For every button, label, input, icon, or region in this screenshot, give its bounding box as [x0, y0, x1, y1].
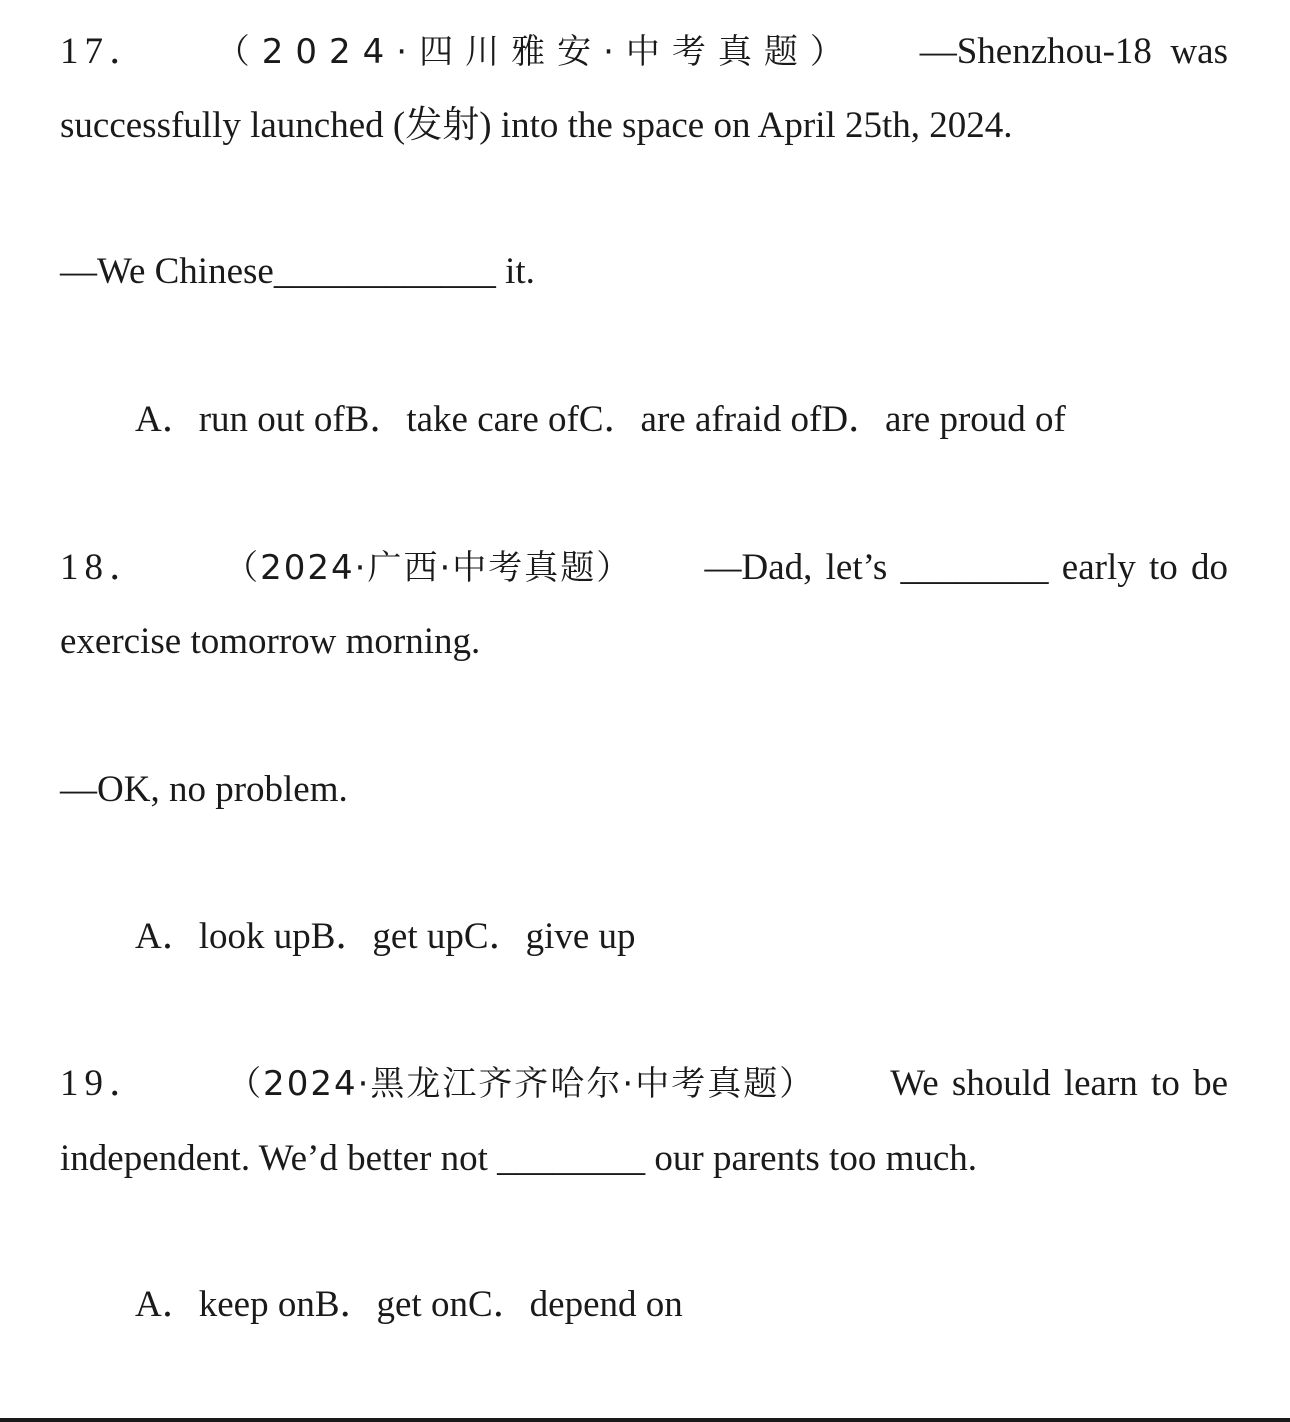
bottom-divider — [0, 1418, 1290, 1422]
option-b[interactable]: B．take care of — [344, 399, 579, 440]
question-17-stem-line-2: successfully launched (发射) into the space on April 25th, 2024. — [60, 105, 1013, 146]
option-b[interactable]: B．get up — [310, 916, 464, 957]
question-18-source: （2024·广西·中考真题） — [224, 548, 633, 588]
question-17-dialog: —We Chinese____________ it. — [60, 251, 535, 292]
option-c[interactable]: C．depend on — [467, 1284, 683, 1325]
question-19-number: 19． — [60, 1063, 152, 1104]
question-19-stem-start: We should learn to be — [890, 1063, 1228, 1104]
question-17-options — [135, 396, 1066, 444]
question-17-line-1 — [60, 28, 1228, 76]
option-b[interactable]: B．get on — [314, 1284, 468, 1325]
question-18-line-1 — [60, 544, 1228, 592]
question-19-stem-line-2: independent. We’d better not ________ our parents too much. — [60, 1138, 978, 1179]
option-a[interactable]: A．keep on — [135, 1284, 315, 1325]
question-18-stem-line-2: exercise tomorrow morning. — [60, 621, 481, 662]
question-19-source: （2024·黑龙江齐齐哈尔·中考真题） — [227, 1064, 816, 1104]
option-c[interactable]: C．give up — [463, 916, 636, 957]
question-18-number: 18． — [60, 547, 152, 588]
option-d[interactable]: D．are proud of — [821, 399, 1066, 440]
option-c[interactable]: C．are afraid of — [578, 399, 822, 440]
question-17-source: （2024·四川雅安·中考真题） — [215, 32, 856, 72]
question-18-options — [135, 913, 636, 961]
question-17-stem-start: —Shenzhou-18 was — [919, 31, 1228, 72]
question-19-options — [135, 1281, 683, 1329]
option-a[interactable]: A．run out of — [135, 399, 345, 440]
question-17-number: 17． — [60, 31, 152, 72]
option-a[interactable]: A．look up — [135, 916, 311, 957]
question-19-line-1 — [60, 1060, 1228, 1108]
question-18-stem-start: —Dad, let’s ________ early to do — [704, 547, 1228, 588]
question-18-dialog: —OK, no problem. — [60, 769, 348, 810]
